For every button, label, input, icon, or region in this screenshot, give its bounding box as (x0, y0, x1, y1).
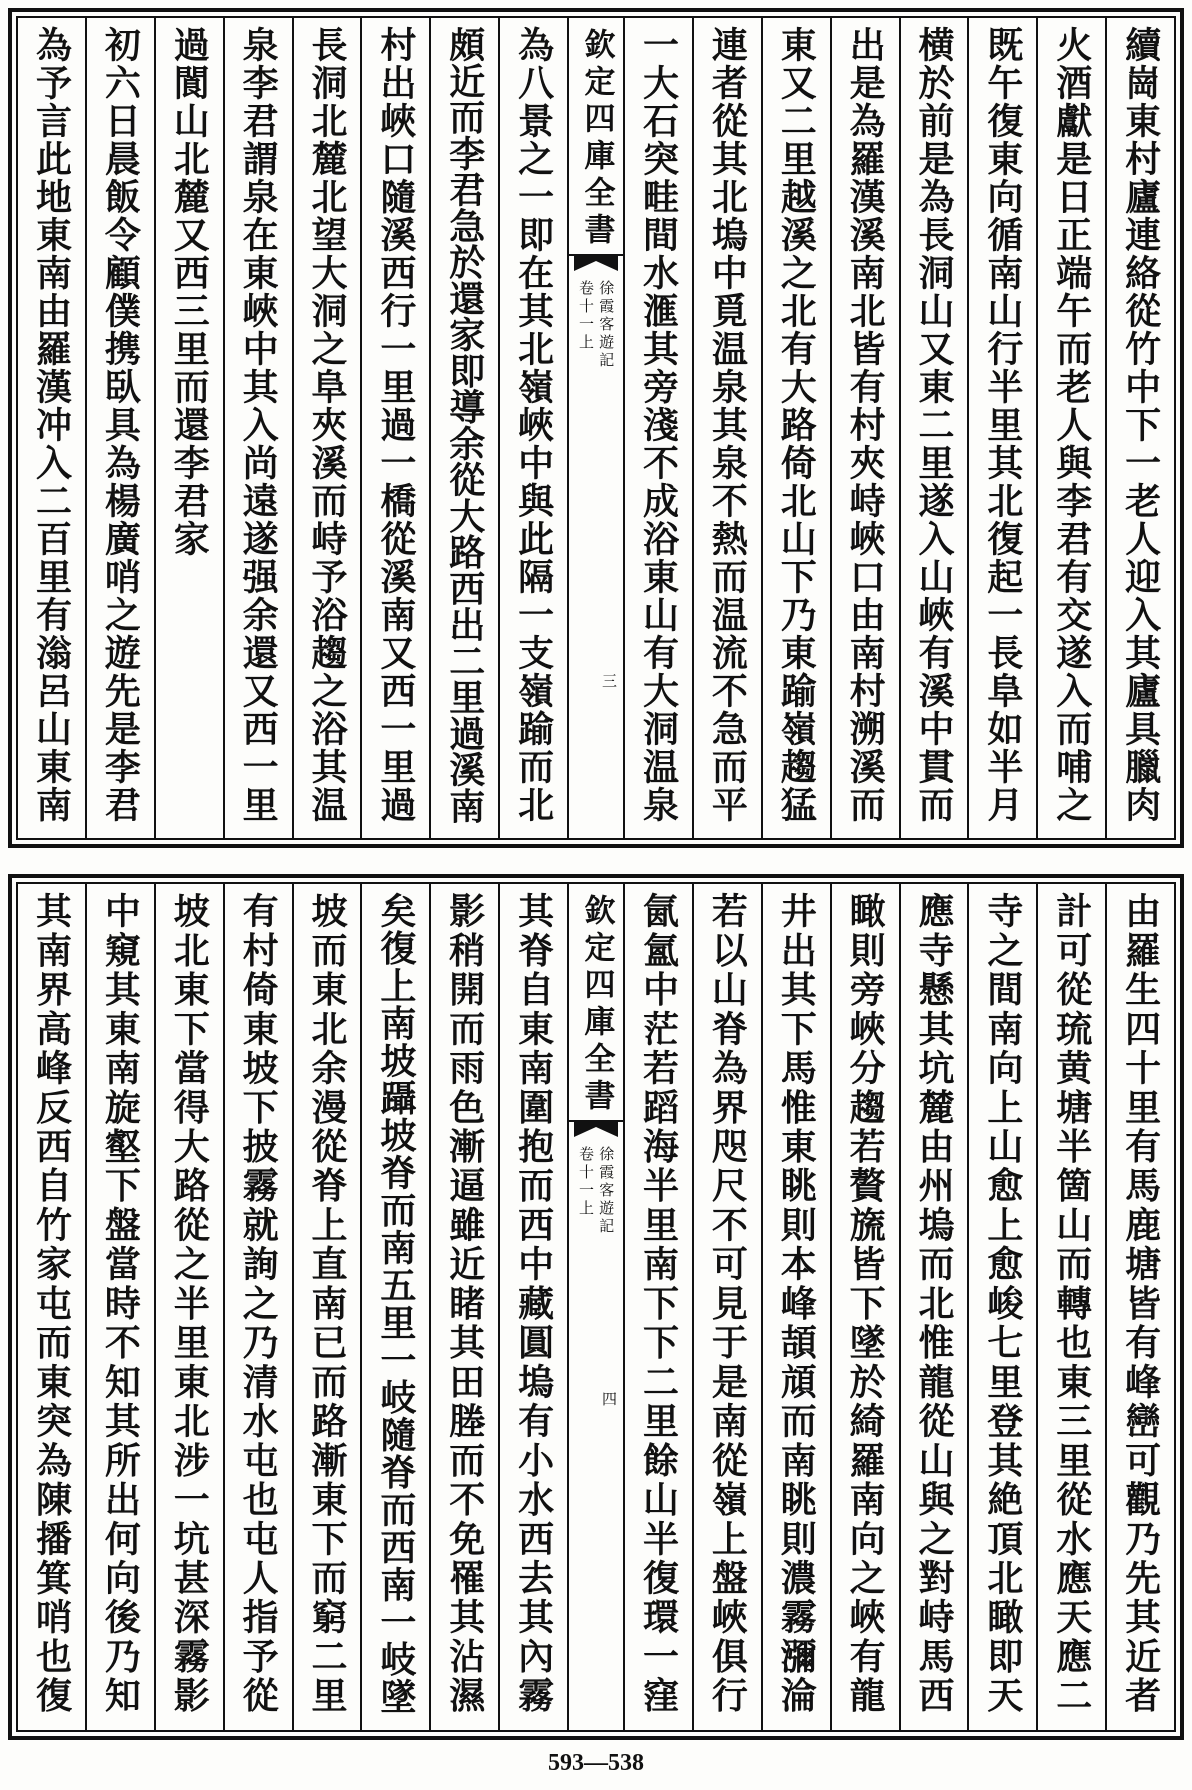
book-page-lower (8, 874, 1184, 1740)
column-text: 若以山脊為界咫尺不可見于是南從嶺上盤峽俱行 (706, 892, 749, 1716)
text-column (85, 18, 154, 838)
column-text: 横於前是為長洞山又東二里遂入山峽有溪中貫而 (912, 26, 955, 824)
text-column (899, 884, 968, 1730)
column-text: 長洞北麓北望大洞之阜夾溪而峙予浴趨之浴其温 (305, 26, 348, 824)
center-margin-column (567, 18, 623, 838)
column-text: 矣復上南坡躡坡脊而南五里一岐隨脊而西南一岐墜 (374, 892, 417, 1716)
text-column (154, 884, 223, 1730)
column-text: 計可從琉黄塘半箇山而轉也東三里從水應天應二 (1050, 892, 1093, 1716)
margin-subtitles (576, 280, 617, 370)
text-column (18, 18, 85, 838)
text-column (429, 18, 498, 838)
text-column (223, 884, 292, 1730)
text-column (360, 18, 429, 838)
column-text: 既午復東向循南山行半里其北復起一長阜如半月 (981, 26, 1024, 824)
work-title: 徐霞客遊記 (597, 1146, 616, 1236)
text-column (692, 18, 761, 838)
text-column (623, 18, 692, 838)
text-column (761, 884, 830, 1730)
volume-label: 卷十一上 (577, 280, 595, 352)
column-text: 出是為羅漢溪南北皆有村夾峙峽口由南村溯溪而 (844, 26, 887, 824)
column-text: 其脊自東南圍抱而西中藏圓塢有小水西去其內霧 (512, 892, 555, 1716)
column-text: 一大石突畦間水滙其旁淺不成浴東山有大洞温泉 (637, 26, 680, 824)
text-column (1105, 884, 1174, 1730)
page-frame (16, 16, 1176, 840)
column-text: 火酒獻是日正端午而老人與李君有交遂入而哺之 (1050, 26, 1093, 824)
text-column (85, 884, 154, 1730)
column-text: 寺之間南向上山愈上愈峻七里登其絶頂北瞰即天 (981, 892, 1024, 1716)
text-column (18, 884, 85, 1730)
column-text: 坡而東北余漫從脊上直南已而路漸東下而窮二里 (305, 892, 348, 1716)
text-column (1105, 18, 1174, 838)
column-text: 初六日晨飯令顧僕携臥具為楊廣哨之遊先是李君 (99, 26, 142, 824)
column-text: 續崗東村廬連絡從竹中下一老人迎入其廬具臘肉 (1119, 26, 1162, 824)
leaf-number: 四 (601, 1389, 617, 1408)
column-text: 由羅生四十里有馬鹿塘皆有峰巒可觀乃先其近者 (1119, 892, 1162, 1716)
text-column (623, 884, 692, 1730)
volume-label: 卷十一上 (577, 1146, 595, 1218)
column-text: 東又二里越溪之北有大路倚北山下乃東踰嶺趨猛 (775, 26, 818, 824)
fishtail-ornament (568, 254, 623, 274)
column-text: 其南界高峰反西自竹家屯而東突為陳播箕哨也復 (30, 892, 73, 1716)
text-column (292, 18, 361, 838)
text-column (830, 884, 899, 1730)
text-column (498, 884, 567, 1730)
column-text: 泉李君謂泉在東峽中其入尚遠遂强余還又西一里 (237, 26, 280, 824)
text-column (692, 884, 761, 1730)
work-title: 徐霞客遊記 (597, 280, 616, 370)
page-code: 593—538 (548, 1750, 644, 1776)
book-page-upper (8, 8, 1184, 848)
column-text: 頗近而李君急於還家即導余從大路西出二里過溪南 (443, 26, 486, 824)
margin-subtitles (576, 1146, 617, 1236)
text-column (498, 18, 567, 838)
page-frame (16, 882, 1176, 1732)
column-text: 氤氳中茫若蹈海半里南下下二里餘山半復環一窪 (637, 892, 680, 1716)
column-text: 連者從其北塢中覓温泉其泉不熱而温流不急而平 (706, 26, 749, 824)
text-column (967, 18, 1036, 838)
text-column (292, 884, 361, 1730)
text-column (899, 18, 968, 838)
text-column (223, 18, 292, 838)
column-text: 井出其下馬惟東眺則本峰頡頏而南眺則濃霧瀰淪 (775, 892, 818, 1716)
column-text: 為予言此地東南由羅漢冲入二百里有滃呂山東南 (30, 26, 73, 824)
text-column (830, 18, 899, 838)
column-text: 村出峽口隨溪西行一里過一橋從溪南又西一里過 (374, 26, 417, 824)
column-text: 影稍開而雨色漸逼雖近睹其田塍而不免罹其沾濕 (443, 892, 486, 1716)
book-title: 欽定四庫全書 (578, 894, 615, 1116)
text-column (1036, 884, 1105, 1730)
column-text: 有村倚東坡下披霧就詢之乃清水屯也屯人指予從 (237, 892, 280, 1716)
text-column (360, 884, 429, 1730)
column-text: 過閬山北麓又西三里而還李君家 (168, 26, 211, 558)
text-column (967, 884, 1036, 1730)
text-column (154, 18, 223, 838)
fishtail-ornament (568, 1120, 623, 1140)
column-text: 瞰則旁峽分趨若贅旒皆下墜於綺羅南向之峽有龍 (844, 892, 887, 1716)
book-title: 欽定四庫全書 (578, 28, 615, 250)
column-text: 坡北東下當得大路從之半里東北涉一坑甚深霧影 (168, 892, 211, 1716)
text-column (429, 884, 498, 1730)
text-column (1036, 18, 1105, 838)
center-margin-column (567, 884, 623, 1730)
column-text: 中窺其東南旋壑下盤當時不知其所出何向後乃知 (99, 892, 142, 1716)
column-text: 為八景之一即在其北嶺峽中與此隔一支嶺踰而北 (512, 26, 555, 824)
leaf-number: 三 (601, 672, 617, 690)
text-column (761, 18, 830, 838)
column-text: 應寺懸其坑麓由州塢而北惟龍從山與之對峙馬西 (912, 892, 955, 1716)
